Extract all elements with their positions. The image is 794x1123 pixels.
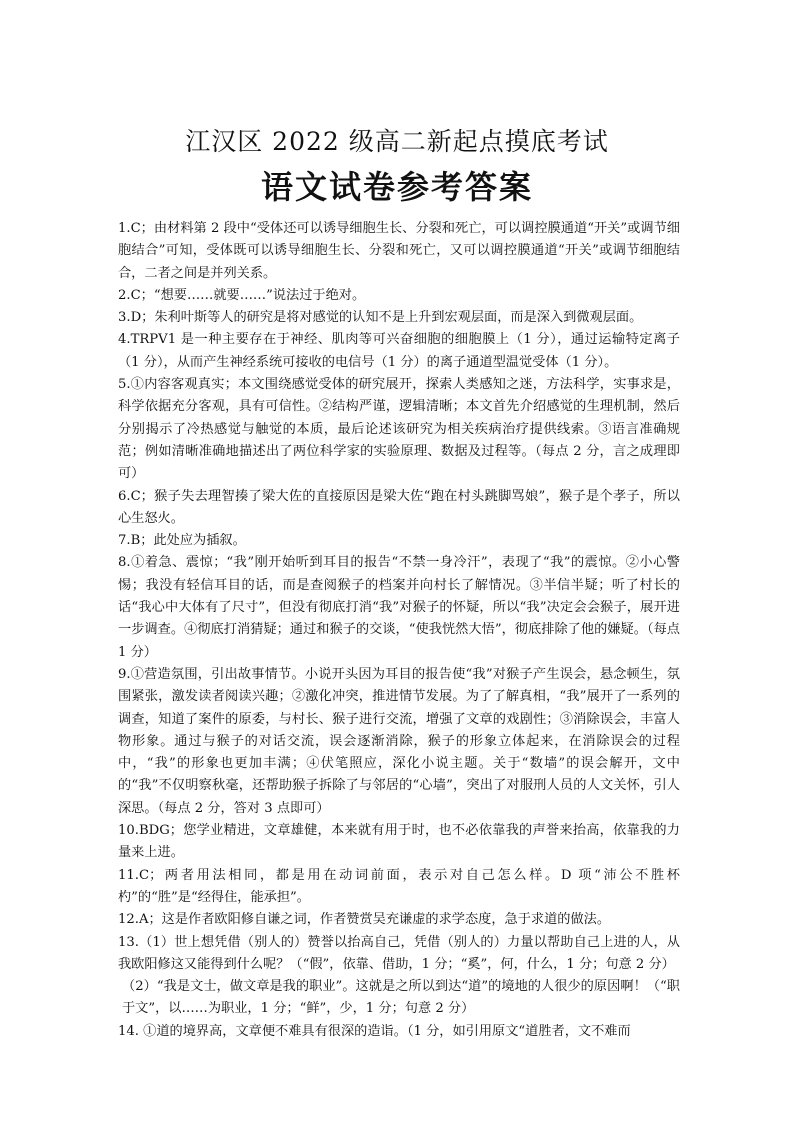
answer-4: 4.TRPV1 是一种主要存在于神经、肌肉等可兴奋细胞的细胞膜上（1 分），通过运输特定离子（1 分），从而产生神经系统可接收的电信号（1 分）的离子通道型温觉受体（1 分）。 bbox=[118, 332, 680, 370]
answer-3: 3.D；朱利叶斯等人的研究是将对感觉的认知不是上升到宏观层面，而是深入到微观层面。 bbox=[118, 310, 643, 326]
answer-6: 6.C；猴子失去理智揍了梁大佐的直接原因是梁大佐“跑在村头跳脚骂娘”，猴子是个孝子，所以心生怒火。 bbox=[118, 488, 680, 526]
answer-11: 11.C；两者用法相同，都是用在动词前面，表示对自己怎么样。D 项“沛公不胜杯杓”的“胜”是“经得住，能承担”。 bbox=[118, 867, 680, 905]
answer-1: 1.C；由材料第 2 段中“受体还可以诱导细胞生长、分裂和死亡，可以调控膜通道“开关”或调节细胞结合”可知，受体既可以诱导细胞生长、分裂和死亡，又可以调控膜通道“开关”或调节细胞结合，二者之间是并列关系。 bbox=[118, 221, 680, 281]
answer-key-title: 语文试卷参考答案 bbox=[260, 168, 533, 206]
answer-2: 2.C；“想要……就要……”说法过于绝对。 bbox=[118, 287, 366, 303]
answer-8: 8.①着急、震惊；“我”刚开始听到耳目的报告“不禁一身冷汗”，表现了“我”的震惊。②小心警惕；我没有轻信耳目的话，而是查阅猴子的档案并向村长了解情况。③半信半疑；听了村长的话“我心中大体有了尺寸”，但没有彻底打消“我”对猴子的怀疑，所以“我”决定会会猴子，展开进一步调查。④彻底打消猜疑；通过和猴子的交谈，“使我恍然大悟”，彻底排除了他的嫌疑。（每点 1 分） bbox=[118, 555, 680, 660]
answer-13-part-1: 13.（1）世上想凭借（别人的）赞誉以抬高自己，凭借（别人的）力量以帮助自己上进的人，从我欧阳修这又能得到什么呢？（“假”，依靠、借助，1 分；“奚”，何，什么，1 分；句意 2 分） bbox=[118, 934, 680, 972]
answer-5: 5.①内容客观真实；本文围绕感觉受体的研究展开，探索人类感知之迷，方法科学，实事求是，科学依据充分客观，具有可信性。②结构严谨，逻辑清晰；本文首先介绍感觉的生理机制，然后分别揭示了冷热感觉与触觉的本质，最后论述该研究为相关疾病治疗提供线索。③语言准确规范；例如清晰准确地描述出了两位科学家的实验原理、数据及过程等。（每点 2 分，言之成理即可） bbox=[118, 377, 680, 482]
answer-10: 10.BDG；您学业精进，文章雄健，本来就有用于时，也不必依靠我的声誉来抬高，依靠我的力量来上进。 bbox=[118, 823, 680, 861]
answer-7: 7.B；此处应为插叙。 bbox=[118, 533, 246, 549]
exam-title: 江汉区 2022 级高二新起点摸底考试 bbox=[185, 127, 609, 156]
answer-13-part-2: （2）“我是文士，做文章是我的职业”。这就是之所以到达“道”的境地的人很少的原因啊！（“职于文”，以……为职业，1 分；“鲜”，少，1 分；句意 2 分） bbox=[122, 979, 680, 1017]
answer-14: 14. ①道的境界高，文章便不难具有很深的造诣。（1 分，如引用原文“道胜者，文不难而 bbox=[118, 1023, 631, 1039]
answer-12: 12.A；这是作者欧阳修自谦之词，作者赞赏吴充谦虚的求学态度，急于求道的做法。 bbox=[118, 912, 611, 928]
answers-list bbox=[118, 218, 680, 1043]
answer-9: 9.①营造氛围，引出故事情节。小说开头因为耳目的报告使“我”对猴子产生误会，悬念顿生，氛围紧张，激发读者阅读兴趣；②激化冲突，推进情节发展。为了了解真相，“我”展开了一系列的调查，知道了案件的原委，与村长、猴子进行交流，增强了文章的戏剧性；③消除误会，丰富人物形象。通过与猴子的对话交流，误会逐渐消除，猴子的形象立体起来，在消除误会的过程中，“我”的形象也更加丰满；④伏笔照应，深化小说主题。关于“数墙”的误会解开，文中的“我”不仅明察秋毫，还帮助猴子拆除了与邻居的“心墙”，突出了对服刑人员的人文关怀，引人深思。（每点 2 分，答对 3 点即可） bbox=[118, 666, 680, 816]
